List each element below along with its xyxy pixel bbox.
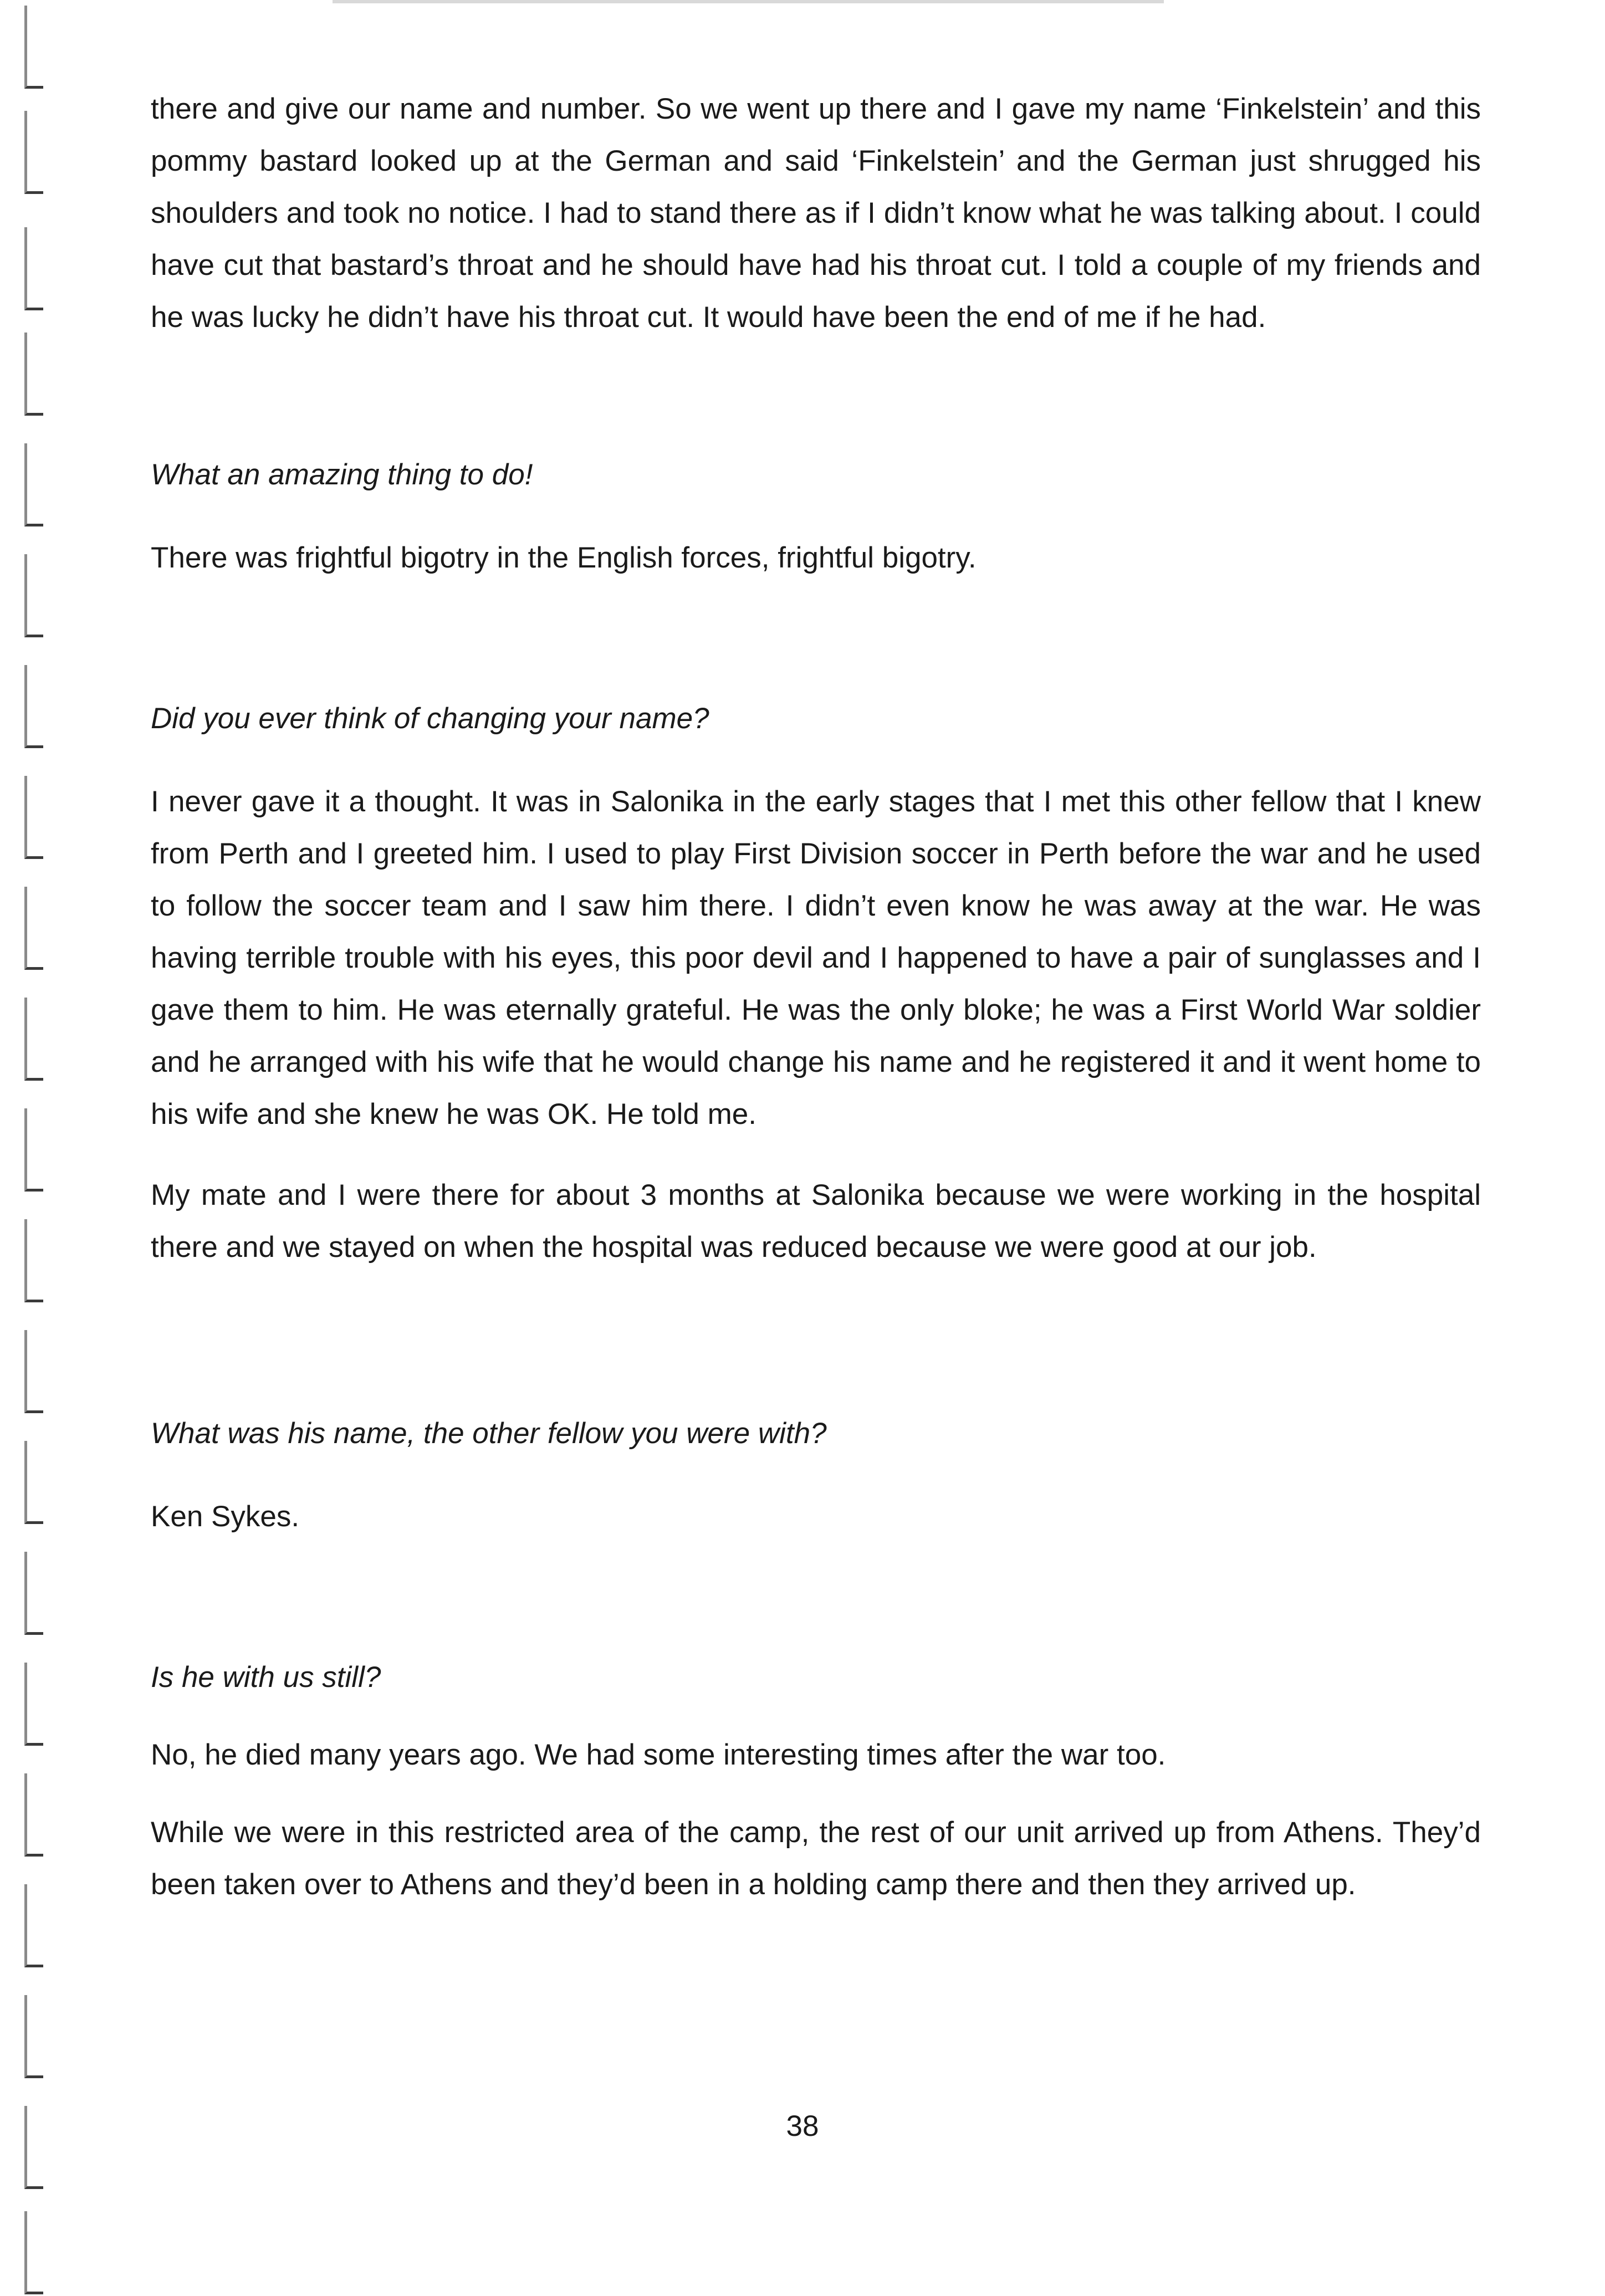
binding-mark xyxy=(24,1552,43,1635)
binding-mark xyxy=(24,111,43,194)
answer-paragraph: I never gave it a thought. It was in Salonika in the early stages that I met this other fellow that I knew from Perth and I greeted him. I used to play First Division soccer in Perth before the war and he used to follow the soccer team and I saw him there. I didn’t even know he was away at the war. He was having terrible trouble with his eyes, this poor devil and I happened to have a pair of sunglasses and I gave them to him. He was eternally grateful. He was the only bloke; he was a First World War soldier and he arranged with his wife that he would change his name and he registered it and it went home to his wife and she knew he was OK. He told me. xyxy=(151,785,1481,1131)
answer-paragraph: Ken Sykes. xyxy=(151,1500,300,1533)
question-paragraph: What an amazing thing to do! xyxy=(151,458,533,491)
binding-mark xyxy=(24,2211,43,2294)
binding-mark xyxy=(24,1773,43,1857)
question-paragraph: Did you ever think of changing your name? xyxy=(151,702,709,735)
binding-mark xyxy=(24,1108,43,1192)
scan-edge-line xyxy=(333,0,1164,3)
binding-mark xyxy=(24,227,43,310)
answer-paragraph: My mate and I were there for about 3 months at Salonika because we were working in the hospital there and we stayed on when the hospital was reduced because we were good at our job. xyxy=(151,1179,1481,1264)
binding-mark xyxy=(24,1884,43,1967)
binding-mark xyxy=(24,333,43,416)
binding-edge xyxy=(0,0,67,2296)
binding-mark xyxy=(24,1219,43,1302)
page-number: 38 xyxy=(786,2110,819,2142)
binding-mark xyxy=(24,1663,43,1746)
binding-mark xyxy=(24,665,43,748)
binding-mark xyxy=(24,443,43,526)
binding-mark xyxy=(24,554,43,637)
answer-paragraph: There was frightful bigotry in the English forces, frightful bigotry. xyxy=(151,541,977,574)
binding-mark xyxy=(24,1995,43,2078)
binding-mark xyxy=(24,998,43,1081)
binding-mark xyxy=(24,1330,43,1413)
question-paragraph: What was his name, the other fellow you were with? xyxy=(151,1417,827,1450)
binding-mark xyxy=(24,776,43,859)
answer-paragraph: there and give our name and number. So we went up there and I gave my name ‘Finkelstein’ and this pommy bastard looked up at the German and said ‘Finkelstein’ and the German just shrugged his shoulders and took no notice. I had to stand there as if I didn’t know what he was talking about. I could have cut that bastard’s throat and he should have had his throat cut. I told a couple of my friends and he was lucky he didn’t have his throat cut. It would have been the end of me if he had. xyxy=(151,93,1481,334)
binding-mark xyxy=(24,6,43,89)
answer-paragraph: No, he died many years ago. We had some interesting times after the war too. xyxy=(151,1738,1166,1771)
binding-mark xyxy=(24,1441,43,1524)
binding-mark xyxy=(24,887,43,970)
question-paragraph: Is he with us still? xyxy=(151,1661,381,1694)
answer-paragraph: While we were in this restricted area of the camp, the rest of our unit arrived up from Athens. They’d been taken over to Athens and they’d been in a holding camp there and then they arrived up. xyxy=(151,1816,1481,1901)
